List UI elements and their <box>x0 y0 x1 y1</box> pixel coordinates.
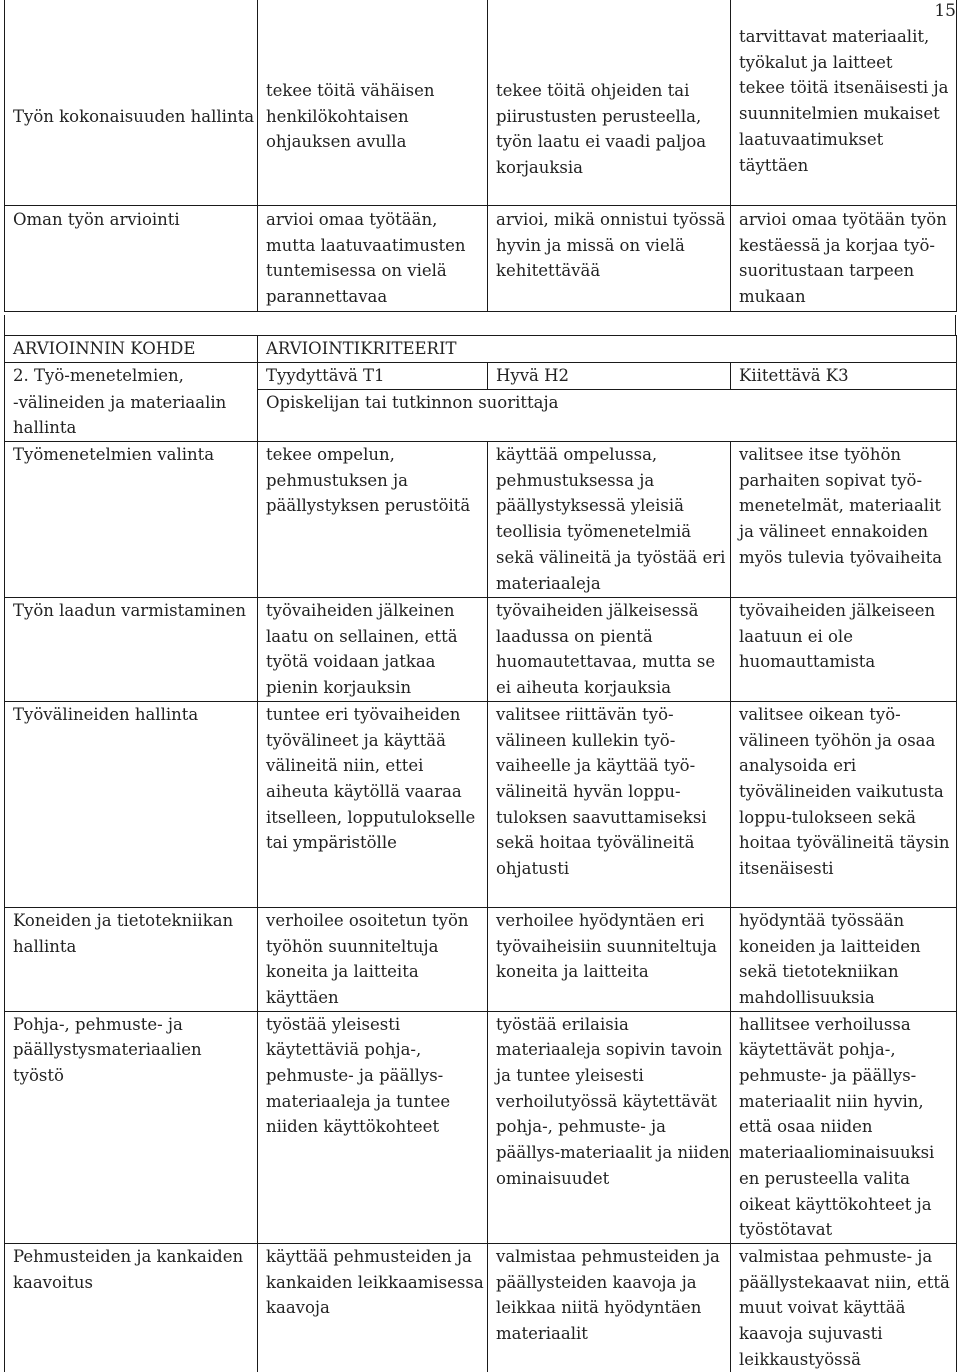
criterion-k3: valitsee itse työhön parhaiten sopivat työ-menetelmät, materiaalit ja välineet ennakoiden myös tulevia työvaiheita <box>731 442 957 598</box>
header-row <box>5 336 957 363</box>
criterion-k3: työvaiheiden jälkeiseen laatuun ei ole huomauttamista <box>731 598 957 702</box>
table-row <box>5 907 957 1011</box>
table-row <box>5 598 957 702</box>
criterion-t1: käyttää pehmusteiden ja kankaiden leikkaamisessa kaavoja <box>258 1243 488 1372</box>
row-label: Työn kokonaisuuden hallinta <box>5 0 258 205</box>
criterion-k3: hyödyntää työssään koneiden ja laitteiden sekä tietotekniikan mahdollisuuksia <box>731 907 957 1011</box>
row-label: Koneiden ja tietotekniikan hallinta <box>5 907 258 1011</box>
criterion-h2: verhoilee hyödyntäen eri työvaiheisiin suunniteltuja koneita ja laitteita <box>488 907 731 1011</box>
top-criteria-table <box>4 0 957 312</box>
criterion-k3: tekee töitä itsenäisesti ja suunnitelmien mukaiset laatuvaatimukset täyttäen <box>731 75 957 205</box>
criterion-h2: käyttää ompelussa, pehmustuksessa ja päällystyksessä yleisiä teollisia työmenetelmiä sekä välineitä ja työstää eri materiaaleja <box>488 442 731 598</box>
criterion-t1: työstää yleisesti käytettäviä pohja-, pehmuste- ja päällys-materiaaleja ja tuntee niiden käyttökohteet <box>258 1011 488 1243</box>
criterion-k3: hallitsee verhoilussa käytettävät pohja-, pehmuste- ja päällys-materiaalit niin hyvin, että osaa niiden materiaaliominaisuuksi en perusteella valita oikeat käyttökohteet ja työstötavat <box>731 1011 957 1243</box>
criterion-h2: työstää erilaisia materiaaleja sopivin tavoin ja tuntee yleisesti verhoilutyössä käytettävät pohja-, pehmuste- ja päällys-materiaalit ja niiden ominaisuudet <box>488 1011 731 1243</box>
row-label: Työn laadun varmistaminen <box>5 598 258 702</box>
criterion-h2: työvaiheiden jälkeisessä laadussa on pientä huomautettavaa, mutta se ei aiheuta korjauksia <box>488 598 731 702</box>
table-row <box>5 205 957 311</box>
criterion-k3: valitsee oikean työ-välineen työhön ja osaa analysoida eri työvälineiden vaikutusta loppu-tulokseen sekä hoitaa työvälineitä täysin itsenäisesti <box>731 701 957 907</box>
subject-label: Opiskelijan tai tutkinnon suorittaja <box>258 390 957 442</box>
section-title: 2. Työ-menetelmien, <box>5 363 258 390</box>
criterion-t1: tuntee eri työvaiheiden työvälineet ja käyttää välineitä niin, ettei aiheuta käytöllä vaaraa itselleen, lopputulokselle tai ympäristölle <box>258 701 488 907</box>
section-subtitle: -välineiden ja materiaalin hallinta <box>5 390 258 442</box>
table-row <box>5 701 957 907</box>
table-row <box>5 442 957 598</box>
criteria-table <box>4 335 957 1372</box>
row-label: Pohja-, pehmuste- ja päällystysmateriaalien työstö <box>5 1011 258 1243</box>
criterion-k3: tarvittavat materiaalit, työkalut ja laitteet <box>731 0 957 75</box>
table-gap <box>4 315 956 335</box>
grade-t1: Tyydyttävä T1 <box>258 363 488 390</box>
row-label: Pehmusteiden ja kankaiden kaavoitus <box>5 1243 258 1372</box>
subject-row <box>5 390 957 442</box>
grade-row <box>5 363 957 390</box>
criterion-h2: tekee töitä ohjeiden tai piirustusten perusteella, työn laatu ei vaadi paljoa korjauksia <box>488 0 731 205</box>
table-row <box>5 1011 957 1243</box>
criterion-k3: valmistaa pehmuste- ja päällystekaavat niin, että muut voivat käyttää kaavoja sujuvasti leikkaustyössä <box>731 1243 957 1372</box>
table-row <box>5 1243 957 1372</box>
row-label: Oman työn arviointi <box>5 205 258 311</box>
criterion-t1: työvaiheiden jälkeinen laatu on sellainen, että työtä voidaan jatkaa pienin korjauksin <box>258 598 488 702</box>
criterion-t1: tekee ompelun, pehmustuksen ja päällystyksen perustöitä <box>258 442 488 598</box>
criterion-k3: arvioi omaa työtään työn kestäessä ja korjaa työ-suoritustaan tarpeen mukaan <box>731 205 957 311</box>
criterion-t1: arvioi omaa työtään, mutta laatuvaatimusten tuntemisessa on vielä parannettavaa <box>258 205 488 311</box>
criteria-header: ARVIOINTIKRITEERIT <box>258 336 957 363</box>
criterion-t1: verhoilee osoitetun työn työhön suunniteltuja koneita ja laitteita käyttäen <box>258 907 488 1011</box>
row-label: Työvälineiden hallinta <box>5 701 258 907</box>
grade-k3: Kiitettävä K3 <box>731 363 957 390</box>
row-label: Työmenetelmien valinta <box>5 442 258 598</box>
criterion-h2: valitsee riittävän työ-välineen kullekin työ-vaiheelle ja käyttää työ-välineitä hyvän loppu-tuloksen saavuttamiseksi sekä hoitaa työvälineitä ohjatusti <box>488 701 731 907</box>
grade-h2: Hyvä H2 <box>488 363 731 390</box>
criterion-t1: tekee töitä vähäisen henkilökohtaisen ohjauksen avulla <box>258 0 488 205</box>
criterion-h2: valmistaa pehmusteiden ja päällysteiden kaavoja ja leikkaa niitä hyödyntäen materiaalit <box>488 1243 731 1372</box>
target-header: ARVIOINNIN KOHDE <box>5 336 258 363</box>
page-number: 15 <box>934 1 956 21</box>
criterion-h2: arvioi, mikä onnistui työssä hyvin ja missä on vielä kehitettävää <box>488 205 731 311</box>
table-row <box>5 0 957 75</box>
